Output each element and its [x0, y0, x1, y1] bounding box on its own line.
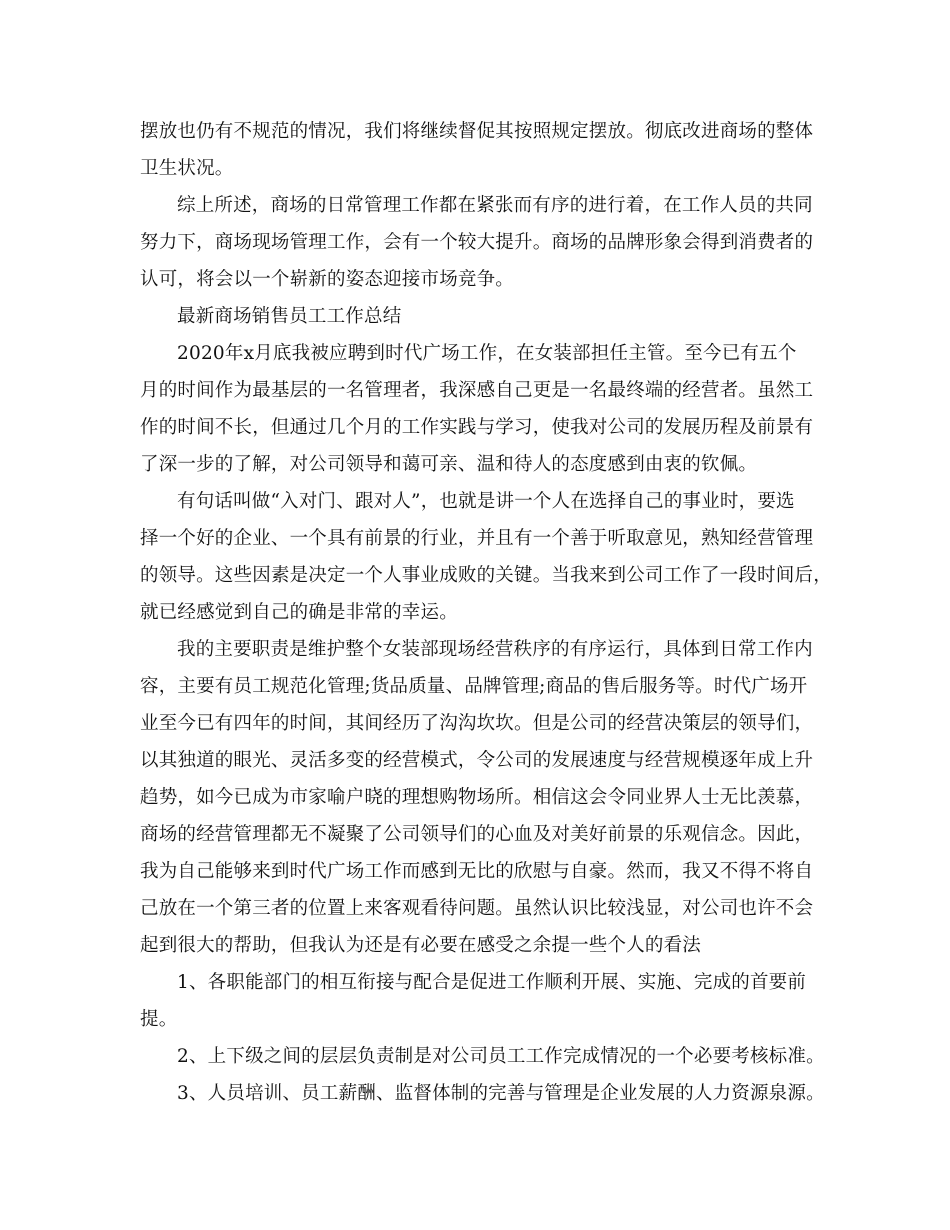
text-line: 以其独道的眼光、灵活多变的经营模式，令公司的发展速度与经营规模逐年成上升 [140, 750, 814, 771]
text-line: 起到很大的帮助，但我认为还是有必要在感受之余提一些个人的看法 [140, 935, 702, 956]
list-item-2: 2、上下级之间的层层负责制是对公司员工工作完成情况的一个必要考核标准。 [177, 1046, 825, 1067]
document-body [140, 113, 830, 1112]
text-line: 卫生状况。 [140, 158, 234, 179]
text-line: 容，主要有员工规范化管理;货品质量、品牌管理;商品的售后服务等。时代广场开 [140, 676, 808, 697]
paragraph-start-line: 我的主要职责是维护整个女装部现场经营秩序的有序运行，具体到日常工作内 [177, 639, 813, 660]
list-item-1-continuation: 提。 [140, 1009, 178, 1030]
section-title: 最新商场销售员工工作总结 [177, 306, 402, 327]
text-line: 商场的经营管理都无不凝聚了公司领导们的心血及对美好前景的乐观信念。因此， [140, 824, 814, 845]
text-line: 择一个好的企业、一个具有前景的行业，并且有一个善于听取意见，熟知经营管理 [140, 528, 814, 549]
text-line: 己放在一个第三者的位置上来客观看待问题。虽然认识比较浅显，对公司也许不会 [140, 898, 814, 919]
list-item-3: 3、人员培训、员工薪酬、监督体制的完善与管理是企业发展的人力资源泉源。 [177, 1083, 825, 1104]
text-line: 业至今已有四年的时间，其间经历了沟沟坎坎。但是公司的经营决策层的领导们， [140, 713, 814, 734]
text-line: 摆放也仍有不规范的情况，我们将继续督促其按照规定摆放。彻底改进商场的整体 [140, 121, 814, 142]
text-line: 努力下，商场现场管理工作，会有一个较大提升。商场的品牌形象会得到消费者的 [140, 232, 814, 253]
list-item-1: 1、各职能部门的相互衔接与配合是促进工作顺利开展、实施、完成的首要前 [177, 972, 807, 993]
text-line: 趋势，如今已成为市家喻户晓的理想购物场所。相信这会令同业界人士无比羡慕， [140, 787, 814, 808]
text-line: 了深一步的了解，对公司领导和蔼可亲、温和待人的态度感到由衷的钦佩。 [140, 454, 758, 475]
text-line: 的领导。这些因素是决定一个人事业成败的关键。当我来到公司工作了一段时间后， [140, 565, 832, 586]
paragraph-start-line: 2020年x月底我被应聘到时代广场工作，在女装部担任主管。至今已有五个 [177, 343, 797, 364]
text-line: 月的时间作为最基层的一名管理者，我深感自己更是一名最终端的经营者。虽然工 [140, 380, 814, 401]
text-line: 就已经感觉到自己的确是非常的幸运。 [140, 602, 458, 623]
paragraph-start-line: 有句话叫做“入对门、跟对人”，也就是讲一个人在选择自己的事业时，要选 [177, 491, 795, 512]
text-line: 认可，将会以一个崭新的姿态迎接市场竞争。 [140, 269, 515, 290]
text-line: 我为自己能够来到时代广场工作而感到无比的欣慰与自豪。然而，我又不得不将自 [140, 861, 814, 882]
text-line: 作的时间不长，但通过几个月的工作实践与学习，使我对公司的发展历程及前景有 [140, 417, 814, 438]
paragraph-start-line: 综上所述，商场的日常管理工作都在紧张而有序的进行着，在工作人员的共同 [177, 195, 813, 216]
